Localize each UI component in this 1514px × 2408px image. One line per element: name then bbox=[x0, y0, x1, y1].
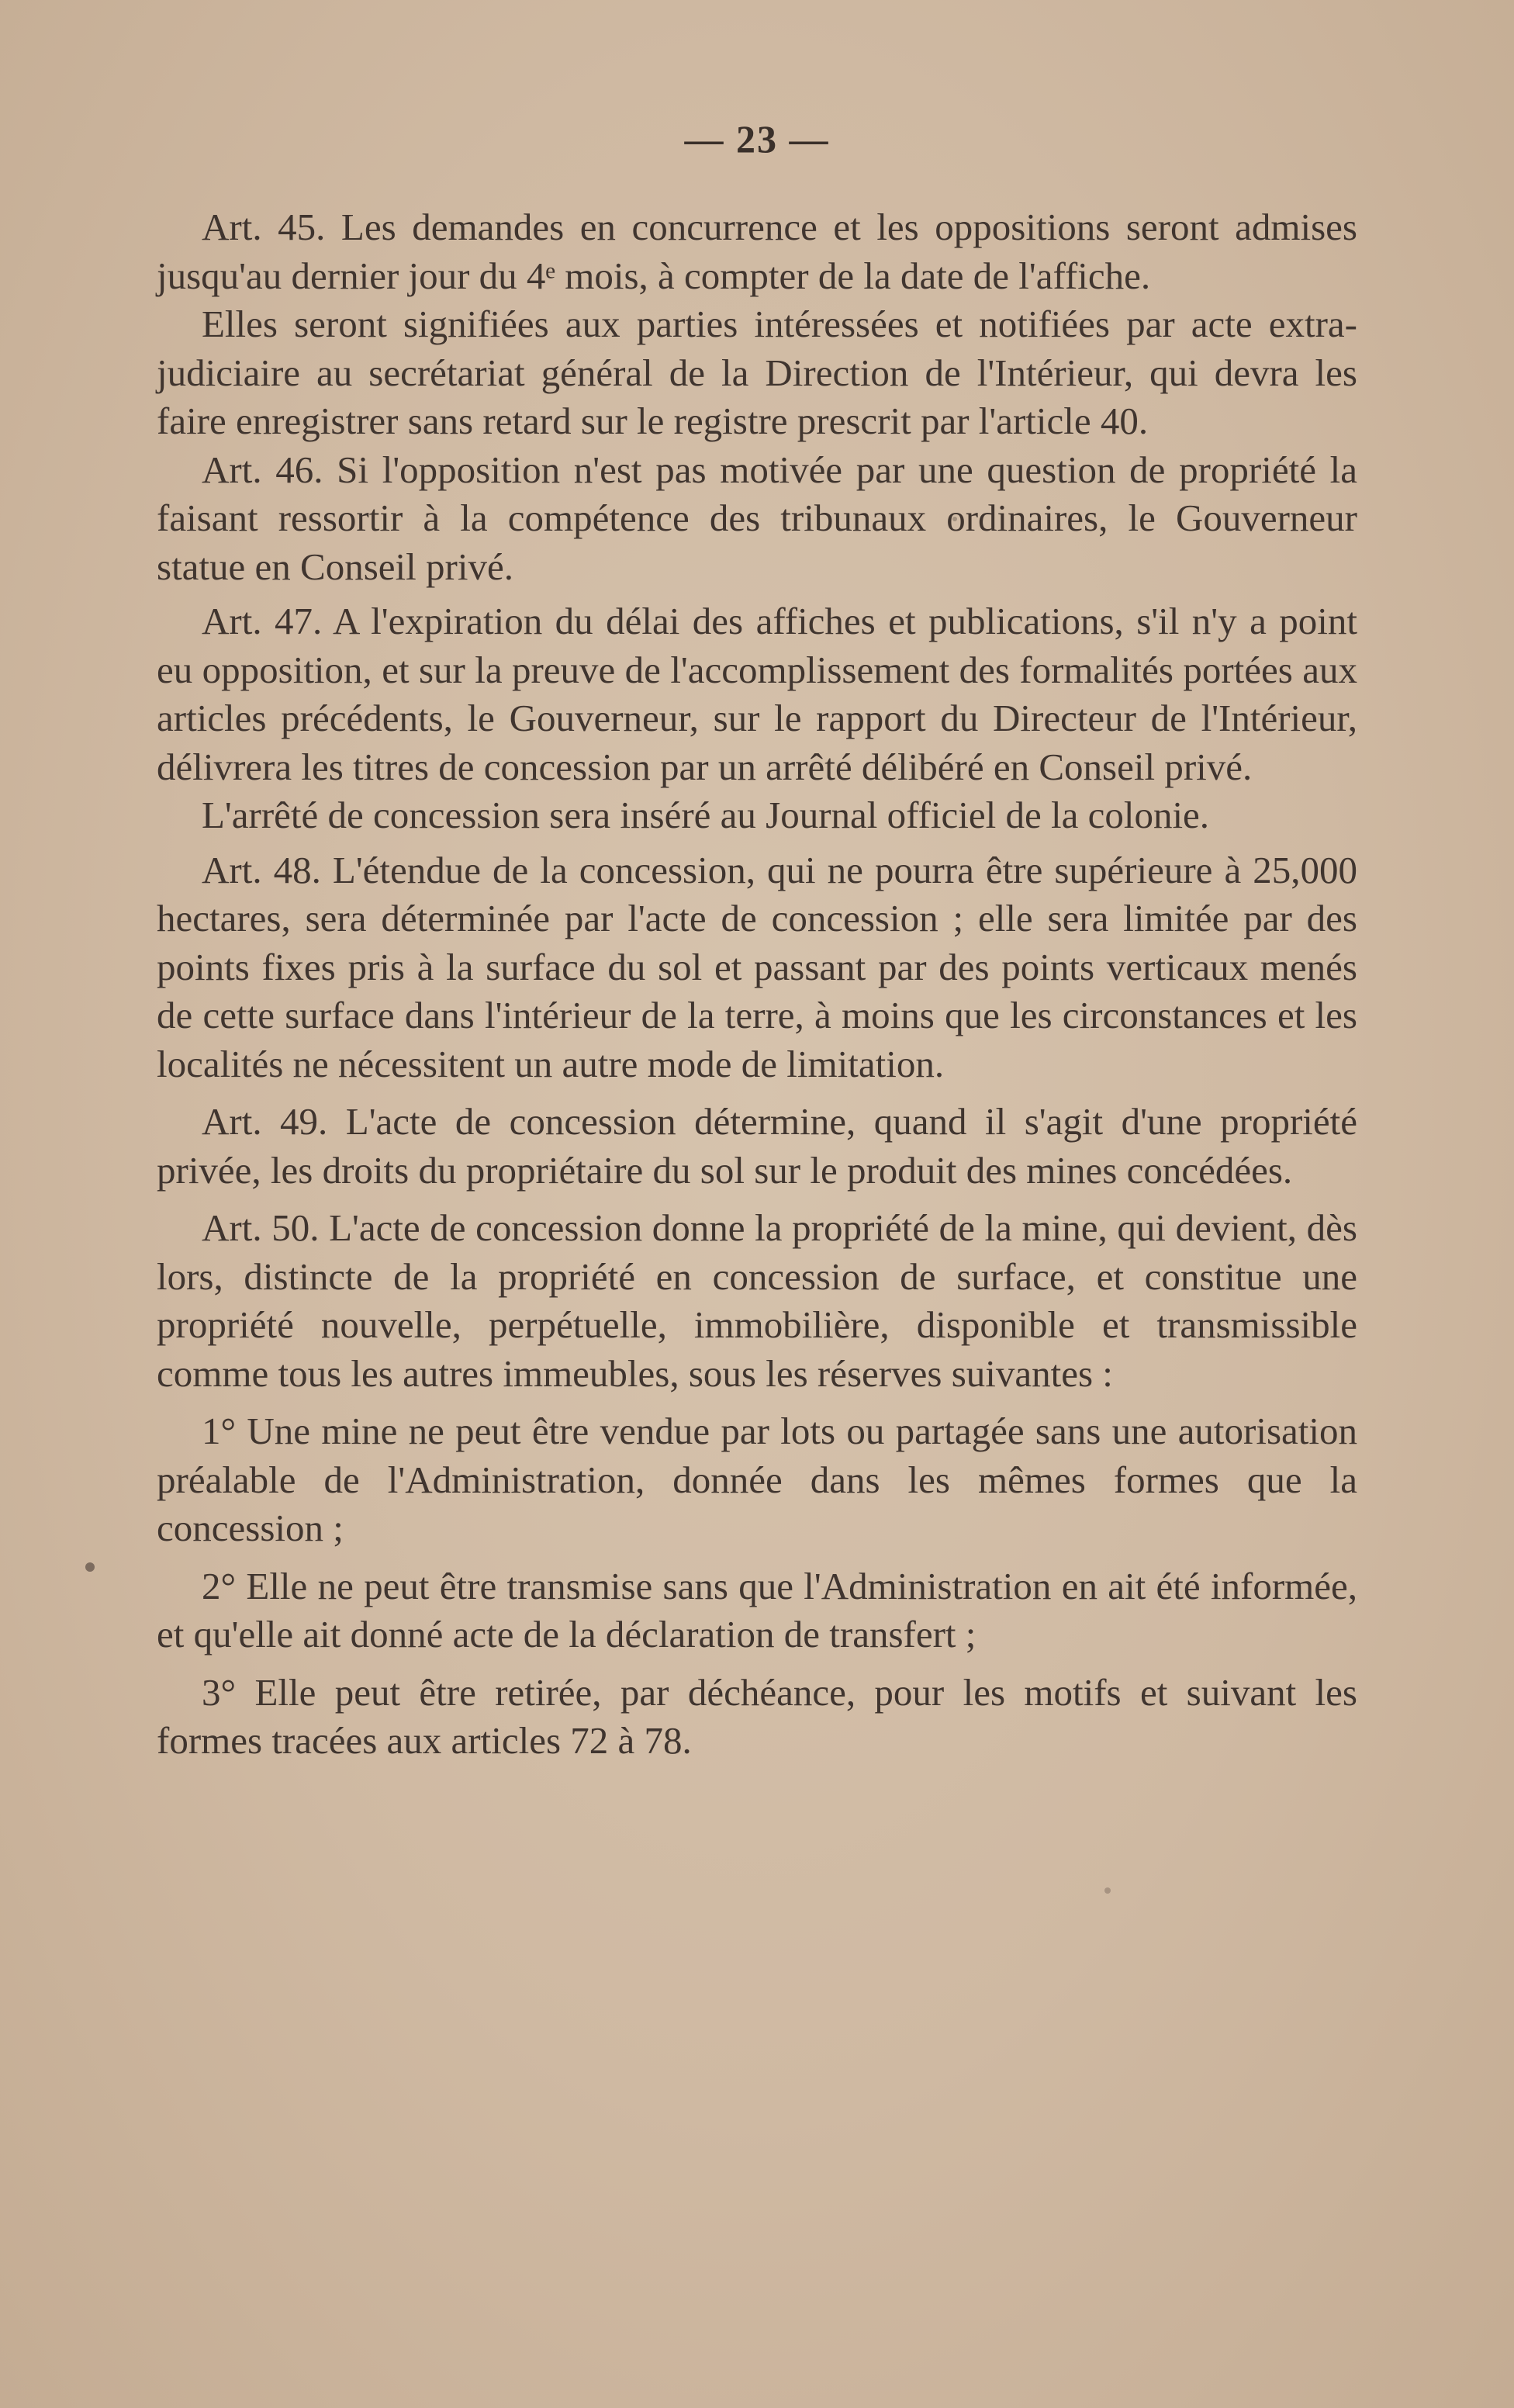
paragraph-art-46: Art. 46. Si l'opposition n'est pas motivée par une question de propriété la faisant ressortir à la compétence des tribunaux ordinaires, le Gouverneur statue en Conseil privé. bbox=[157, 448, 1357, 588]
body-text bbox=[157, 203, 1357, 1766]
list-item-reserve-3: 3° Elle peut être retirée, par déchéance, pour les motifs et suivant les formes tracées aux articles 72 à 78. bbox=[157, 1670, 1357, 1762]
list-item-reserve-1: 1° Une mine ne peut être vendue par lots ou partagée sans une autorisation préalable de l'Administration, donnée dans les mêmes formes que la concession ; bbox=[157, 1410, 1357, 1549]
paragraph-art-47: Art. 47. A l'expiration du délai des affiches et publications, s'il n'y a point eu opposition, et sur la preuve de l'accomplissement des formalités portées aux articles précédents, le Gouverneur, sur le rapport du Directeur de l'Intérieur, délivrera les titres de concession par un arrêté délibéré en Conseil privé. bbox=[157, 600, 1357, 788]
paper-speck bbox=[952, 517, 957, 521]
paragraph-art-50: Art. 50. L'acte de concession donne la propriété de la mine, qui devient, dès lors, distincte de la propriété en concession de surface, et constitue une propriété nouvelle, perpétuelle, immobilière, disponible et transmissible comme tous les autres immeubles, sous les réserves suivantes : bbox=[157, 1206, 1357, 1395]
paragraph-art-49: Art. 49. L'acte de concession détermine, quand il s'agit d'une propriété privée, les droits du propriétaire du sol sur le produit des mines concédées. bbox=[157, 1100, 1357, 1192]
paragraph-art-45-notification: Elles seront signifiées aux parties intéressées et notifiées par acte extra-judiciaire au secrétariat général de la Direction de l'Intérieur, qui devra les faire enregistrer sans retard sur le registre prescrit par l'article 40. bbox=[157, 303, 1357, 442]
paragraph-art-48: Art. 48. L'étendue de la concession, qui ne pourra être supérieure à 25,000 hectares, sera déterminée par l'acte de concession ; elle sera limitée par des points fixes pris à la surface du sol et passant par des points verticaux menés de cette surface dans l'intérieur de la terre, à moins que les circonstances et les localités ne nécessitent un autre mode de limitation. bbox=[157, 848, 1357, 1085]
list-item-reserve-2: 2° Elle ne peut être transmise sans que l'Administration en ait été informée, et qu'elle ait donné acte de la déclaration de transfert ; bbox=[157, 1564, 1357, 1656]
paragraph-art-45: Art. 45. Les demandes en concurrence et les oppositions seront admises jusqu'au dernier jour du 4ᵉ mois, à compter de la date de l'affiche. bbox=[157, 206, 1357, 297]
paper-speck bbox=[85, 1562, 95, 1572]
paper-speck bbox=[1104, 1887, 1111, 1894]
page-number: — 23 — bbox=[684, 117, 830, 161]
paragraph-art-47-publication: L'arrêté de concession sera inséré au Journal officiel de la colonie. bbox=[202, 794, 1210, 836]
